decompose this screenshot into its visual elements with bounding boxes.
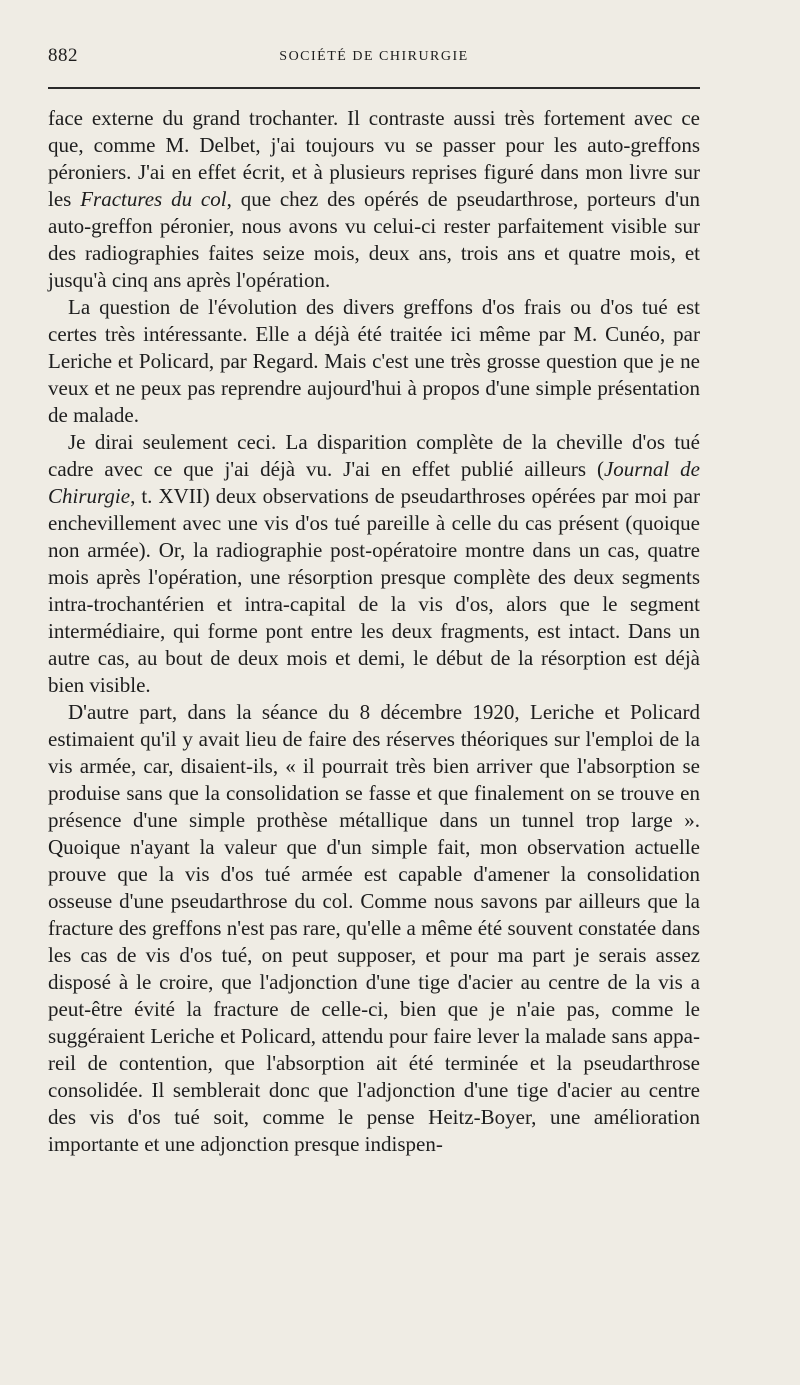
paragraph-4 — [48, 699, 700, 1158]
p1-book-title: Fractures du col — [80, 187, 227, 211]
page-number: 882 — [48, 45, 78, 66]
header-rule — [48, 87, 700, 89]
page-header — [48, 45, 700, 75]
paragraph-1 — [48, 105, 700, 294]
body-text — [48, 105, 700, 1158]
paragraph-3 — [48, 429, 700, 699]
paragraph-2 — [48, 294, 700, 429]
p4-text: D'autre part, dans la séance du 8 décembre 1920, Leriche et Policard estimaient qu'il y avait lieu de faire des réserves théoriques sur l'emploi de la vis armée, car, disaient-ils, « il pourrait très bien arriver que l'absorption se produise sans que la consolidation se fasse et que finalement on se trouve en présence d'une simple prothèse métallique dans un tunnel trop large ». Quoique n'ayant la valeur que d'un simple fait, mon observation actuelle prouve que la vis d'os tué armée est capable d'amener la consolidation osseuse d'une pseudarthrose du col. Comme nous savons par ailleurs que la fracture des greffons n'est pas rare, qu'elle a même été souvent constatée dans les cas de vis d'os tué, on peut supposer, et pour ma part je serais assez disposé à le croire, que l'adjonction d'une tige d'acier au centre de la vis a peut-être évité la fracture de celle-ci, bien que je n'aie pas, comme le suggéraient Leriche et Policard, attendu pour faire lever la malade sans appareil de contention, que l'absorption ait été terminée et la pseudarthrose consolidée. Il semblerait donc que l'adjonction d'une tige d'acier au centre des vis d'os tué soit, comme le pense Heitz-Boyer, une amélioration importante et une adjonction presque indispen- — [48, 700, 700, 1156]
p1-text-a: face externe du grand trochanter. Il contraste aussi très fortement avec ce que, comme M. Delbet, j'ai toujours vu se passer pour les auto-greffons péroniers. J'ai en effet écrit, et à plusieurs reprises figuré dans mon livre sur les — [48, 106, 700, 211]
running-title: SOCIÉTÉ DE CHIRURGIE — [279, 49, 469, 64]
p1-text-b: , que chez des opérés de pseudarthrose, porteurs d'un auto-greffon péronier, nous avons vu celui-ci rester parfaitement visible sur des radiographies faites seize mois, deux ans, trois ans et quatre mois, et jusqu'à cinq ans après l'opération. — [48, 187, 701, 292]
p3-journal-title: Journal de Chirurgie — [48, 457, 700, 508]
p3-text-a: Je dirai seulement ceci. La disparition complète de la cheville d'os tué cadre avec ce que j'ai déjà vu. J'ai en effet publié ailleurs ( — [48, 430, 700, 481]
p2-text: La question de l'évolution des divers greffons d'os frais ou d'os tué est certes très intéressante. Elle a déjà été traitée ici même par M. Cunéo, par Leriche et Policard, par Regard. Mais c'est une très grosse question que je ne veux et ne peux pas reprendre aujourd'hui à propos d'une simple présentation de malade. — [48, 295, 700, 427]
p3-text-b: , t. XVII) deux observations de pseudarthroses opérées par moi par enchevillement avec une vis d'os tué pareille à celle du cas présent (quoique non armée). Or, la radiographie post-opératoire montre dans un cas, quatre mois après l'opération, une résorption presque complète des deux segments intra-trochantérien et intra-capital de la vis d'os, alors que le segment intermédiaire, qui forme pont entre les deux fragments, est intact. Dans un autre cas, au bout de deux mois et demi, le début de la résorption est déjà bien visible. — [48, 484, 700, 697]
